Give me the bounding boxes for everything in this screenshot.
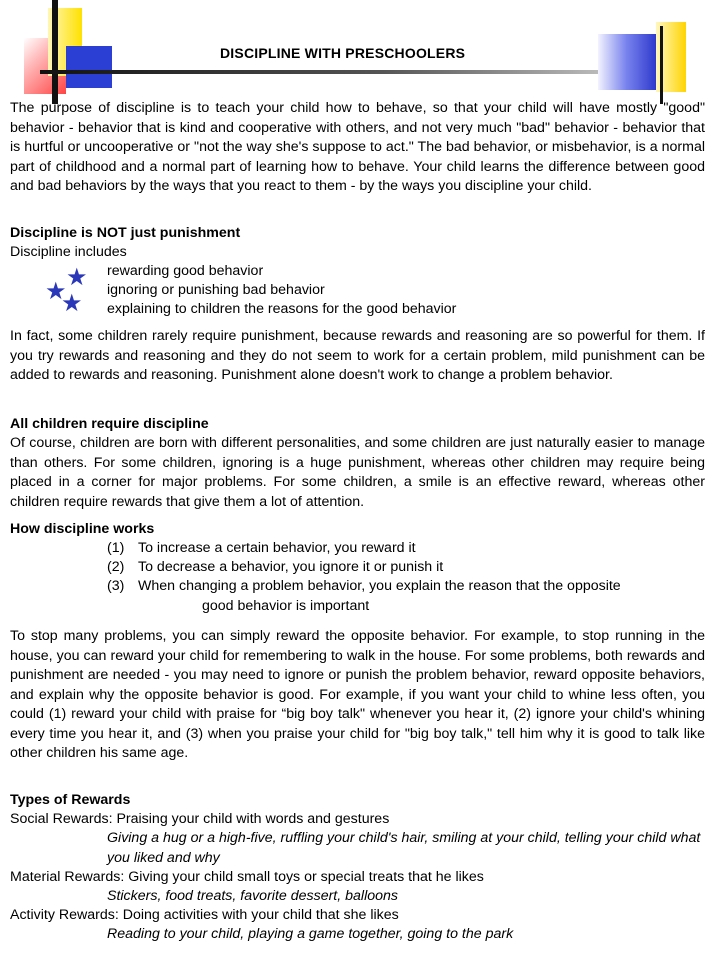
star-icon: ★	[45, 278, 67, 305]
section-heading-types-of-rewards: Types of Rewards	[10, 792, 131, 808]
header-vertical-rule	[52, 0, 58, 104]
reward-type-activity: Activity Rewards: Doing activities with your child that she likes	[10, 907, 399, 923]
section-heading-how-discipline-works: How discipline works	[10, 521, 155, 537]
step-number: (2)	[107, 559, 125, 575]
reward-type-material: Material Rewards: Giving your child small toys or special treats that he likes	[10, 869, 484, 885]
section-heading-punishment: Discipline is NOT just punishment	[10, 225, 241, 241]
step-number: (3)	[107, 578, 125, 594]
step-number: (1)	[107, 540, 125, 556]
star-icon: ★	[66, 264, 88, 291]
intro-paragraph: The purpose of discipline is to teach your child how to behave, so that your child will have mostly "good" behavior - behavior that is kind and cooperative with others, and not very much "bad" behavior - behavior that is hurtful or uncooperative or "not the way she's suppose to act." The bad behavior, or misbehavior, is a normal part of childhood and a normal part of learning how to behave. Your child learns the difference between good and bad behaviors by the ways that you react to them - by the ways you discipline your child.	[10, 100, 705, 194]
step-text: When changing a problem behavior, you explain the reason that the opposite	[138, 578, 621, 594]
header-horizontal-rule	[40, 70, 664, 74]
reward-example-social: Giving a hug or a high-five, ruffling your child's hair, smiling at your child, telling your child what you liked and why	[107, 830, 701, 866]
header-right-vertical-rule	[660, 26, 663, 104]
page-title: DISCIPLINE WITH PRESCHOOLERS	[220, 45, 466, 61]
step-text: To increase a certain behavior, you reward it	[138, 540, 416, 556]
header-right-blue-block	[598, 34, 660, 90]
list-item: rewarding good behavior	[107, 263, 264, 279]
header-blue-block	[66, 46, 112, 88]
section1-paragraph: In fact, some children rarely require punishment, because rewards and reasoning are so powerful for them. If you try rewards and reasoning and they do not seem to work for a certain problem, mild punishment can be added to rewards and reasoning. Punishment alone doesn't work to change a problem behavior.	[10, 328, 705, 383]
step-text-continued: good behavior is important	[202, 598, 370, 614]
list-item: ignoring or punishing bad behavior	[107, 282, 325, 298]
section3-paragraph: To stop many problems, you can simply reward the opposite behavior. For example, to stop running in the house, you can reward your child for remembering to walk in the house. For some problems, both rewards and punishment are needed - you may need to ignore or punish the problem behavior, reward opposite behaviors, and explain why the opposite behavior is good. For example, if you want your child to whine less often, you could (1) reward your child with praise for “big boy talk" whenever you hear it, (2) ignore your child's whining every time you hear it, and (3) when you praise your child for "big boy talk," tell him why it is good to talk like other children his same age.	[10, 628, 705, 761]
section2-paragraph: Of course, children are born with different personalities, and some children are just naturally easier to manage than others. For some children, ignoring is a huge punishment, whereas other children may require being placed in a corner for major problems. For some children, a smile is an effective reward, whereas other children require rewards that give them a lot of attention.	[10, 435, 705, 510]
reward-type-social: Social Rewards: Praising your child with words and gestures	[10, 811, 390, 827]
discipline-includes-label: Discipline includes	[10, 244, 127, 260]
reward-example-activity: Reading to your child, playing a game together, going to the park	[107, 926, 514, 942]
reward-example-material: Stickers, food treats, favorite dessert, balloons	[107, 888, 398, 904]
step-text: To decrease a behavior, you ignore it or punish it	[138, 559, 444, 575]
section-heading-all-children: All children require discipline	[10, 416, 209, 432]
list-item: explaining to children the reasons for the good behavior	[107, 301, 457, 317]
star-icon: ★	[61, 290, 83, 317]
